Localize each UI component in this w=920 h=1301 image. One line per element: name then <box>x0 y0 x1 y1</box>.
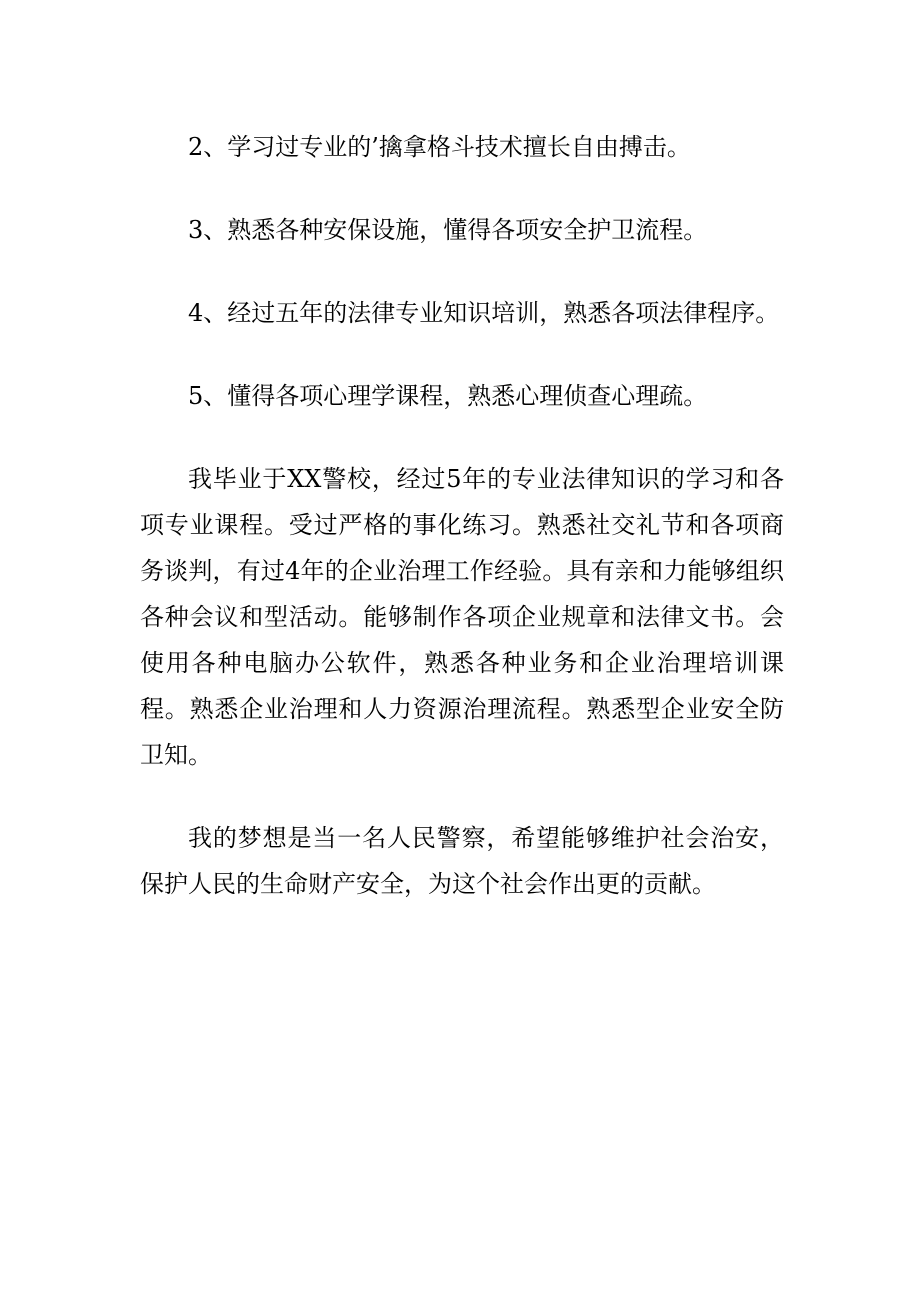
list-item-3: 3、熟悉各种安保设施，懂得各项安全护卫流程。 <box>188 216 708 244</box>
list-item-2: 2、学习过专业的’擒拿格斗技术擅长自由搏击。 <box>188 133 691 161</box>
list-item-5: 5、懂得各项心理学课程，熟悉心理侦查心理疏。 <box>188 382 708 410</box>
paragraph-background: 我毕业于XX警校，经过5年的专业法律知识的学习和各项专业课程。受过严格的事化练习。熟悉社交礼节和各项商务谈判，有过4年的企业治理工作经验。具有亲和力能够组织各种会议和型活动。能够制作各项企业规章和法律文书。会使用各种电脑办公软件，熟悉各种业务和企业治理培训课程。熟悉企业治理和人力资源治理流程。熟悉型企业安全防卫知。 <box>140 465 784 769</box>
list-item-4: 4、经过五年的法律专业知识培训，熟悉各项法律程序。 <box>188 299 780 327</box>
document-body <box>140 124 784 944</box>
paragraph-dream: 我的梦想是当一名人民警察，希望能够维护社会治安，保护人民的生命财产安全，为这个社会作出更的贡献。 <box>140 824 784 898</box>
